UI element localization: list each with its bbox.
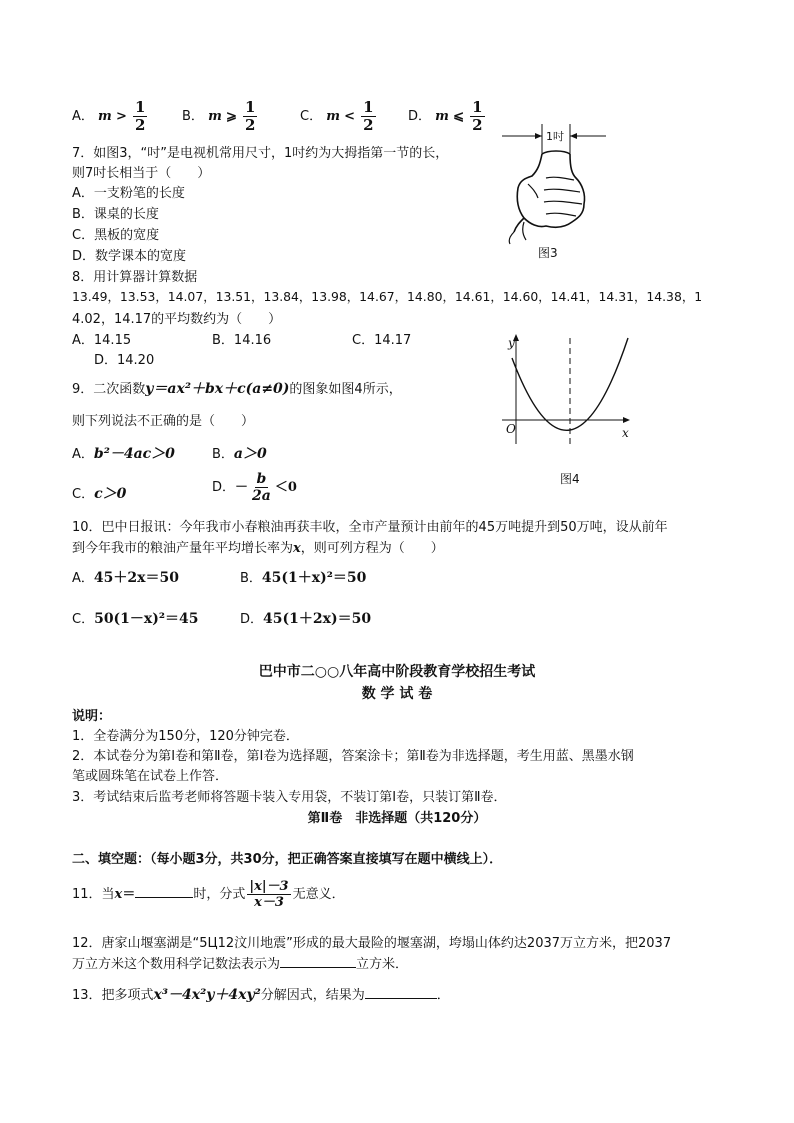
q9-post: 的图象如图4所示， [289,382,402,397]
frac-num: 1 [135,98,146,116]
origin-label: O [506,422,516,436]
frac-num: 1 [363,98,374,116]
option-label: C． [72,487,95,502]
option-label: B． [182,109,204,124]
q10-option-a [72,567,179,587]
q13-answer-blank[interactable] [365,986,437,999]
math-rel: ⩽ [453,109,464,124]
q8-option-d: D．14.20 [94,353,155,368]
frac-den: 2a [252,488,271,504]
frac-den: 2 [363,116,374,134]
q13 [72,984,450,1004]
exam-subtitle: 数 学 试 卷 [361,686,433,702]
figure-4-caption: 图4 [560,472,580,486]
math-var: m [208,109,222,124]
frac-num: 1 [472,98,483,116]
frac-num: 1 [245,98,256,116]
option-label: D． [212,480,236,495]
q13-formula: x³－4x²y＋4xy² [153,987,261,1003]
fraction [243,100,257,133]
q12-line2 [72,953,408,972]
note-2-line1: 2．本试卷分为第Ⅰ卷和第Ⅱ卷，第Ⅰ卷为选择题，答案涂卡；第Ⅱ卷为非选择题，考生用蓝、黑墨水钢 [72,749,634,764]
note-1: 1．全卷满分为150分，120分钟完卷． [72,729,299,744]
option-label: B． [212,447,234,462]
frac-den: 2 [472,116,483,134]
math-var: m [326,109,340,124]
q10-option-b-expr: 45(1＋x)²＝50 [261,570,367,586]
fraction [247,880,290,909]
frac-den: 2 [135,116,146,134]
option-label: B． [240,571,262,586]
q10-option-d-expr: 45(1＋2x)＝50 [263,611,372,627]
q7-stem-line1: 7．如图3，“吋”是电视机常用尺寸，1吋约为大拇指第一节的长， [72,146,449,161]
q11-pre: 11．当 [72,887,115,902]
notes-heading: 说明： [72,709,112,724]
q9-option-c [72,483,126,503]
option-label: C． [300,109,323,124]
frac-num: b [256,471,267,487]
figure-4-parabola [498,332,638,492]
q9-option-a [72,443,175,463]
q8-option-c: C．14.17 [352,333,412,348]
q7-option-d: D．数学课本的宽度 [72,249,187,264]
q9-option-a-expr: b²－4ac＞0 [93,446,175,462]
frac-num: |x|－3 [249,879,289,894]
figure-3-caption: 图3 [538,246,558,260]
math-rel: ⩾ [225,109,237,124]
q9-option-b-expr: a＞0 [233,446,267,462]
frac-den: 2 [245,116,256,134]
q10-option-c [72,608,199,628]
q8-stem-line3: 4.02，14.17的平均数约为（ ） [72,312,282,327]
note-3: 3．考试结束后监考老师将答题卡装入专用袋，不装订第Ⅰ卷，只装订第Ⅱ卷． [72,790,507,805]
q12-line1: 12．唐家山堰塞湖是“5Ц12汶川地震”形成的最大最险的堰塞湖，垮塌山体约达2037万立方米，把2037 [72,936,672,951]
q10-option-a-expr: 45＋2x＝50 [93,570,179,586]
part2-title: 第Ⅱ卷 非选择题（共120分） [307,811,487,826]
figure-3-dimension-label: 1吋 [546,130,564,143]
q10-pre: 到今年我市的粮油产量年平均增长率为 [72,541,294,556]
q10-stem-line2 [72,537,444,556]
q8-data-line: 13.49，13.53，14.07，13.51，13.84，13.98，14.67，14.80，14.61，14.60，14.41，14.31，14.38，1 [72,289,703,304]
option-label: C． [72,612,95,627]
q6-option-a [72,100,149,133]
note-2-line2: 笔或圆珠笔在试卷上作答． [72,769,229,784]
axis-x-label: x [622,426,629,440]
option-label: D． [408,109,432,124]
parabola-graph [498,332,638,492]
q10-post: ，则可列方程为（ ） [300,541,444,556]
q9-pre: 9．二次函数 [72,382,146,397]
math-sign: － [235,480,249,495]
q10-stem-line1: 10．巴中日报讯：今年我市小春粮油再获丰收，全市产量预计由前年的45万吨提升到50万吨，设从前年 [72,520,668,535]
math-var: m [98,109,112,124]
q9-stem-line2: 则下列说法不正确的是（ ） [72,414,255,429]
math-rel: < [344,109,356,124]
q10-option-b [240,567,366,587]
option-label: D． [240,612,264,627]
q7-option-a: A．一支粉笔的长度 [72,186,185,201]
fraction [470,100,484,133]
q13-post: ． [436,988,450,1003]
math-eq: ＝ [122,887,136,902]
q9-option-b [212,443,267,463]
q13-mid: 分解因式，结果为 [260,988,365,1003]
figure-3-thumb [498,118,610,264]
axis-y-label: y [508,336,515,350]
q12-post: 立方米． [356,957,409,972]
q9-formula: y＝ax²＋bx＋c(a≠0) [145,381,290,397]
q11-answer-blank[interactable] [135,885,193,898]
math-var: x [114,887,123,902]
q12-pre: 万立方米这个数用科学记数法表示为 [72,957,281,972]
q7-option-b: B．课桌的长度 [72,207,159,222]
option-label: A． [72,447,94,462]
frac-den: x－3 [254,895,284,910]
q10-option-c-expr: 50(1－x)²＝45 [94,611,199,627]
q11 [72,880,345,909]
q8-option-a: A．14.15 [72,333,132,348]
q8-option-b: B．14.16 [212,333,272,348]
q7-option-c: C．黑板的宽度 [72,228,160,243]
q6-option-b [182,100,259,133]
fraction [250,472,273,503]
math-var: x [293,541,301,556]
math-var: m [435,109,449,124]
q6-option-c [300,100,378,133]
q8-stem-line1: 8．用计算器计算数据 [72,270,198,285]
q11-post: 无意义． [292,887,345,902]
q6-option-d [408,100,487,133]
q9-option-c-expr: c＞0 [94,486,127,502]
math-rel: > [115,109,127,124]
q11-mid: 时，分式 [193,887,246,902]
section-2-heading: 二、填空题：（每小题3分，共30分，把正确答案直接填写在题中横线上）． [72,852,503,867]
q7-stem-line2: 则7吋长相当于（ ） [72,166,211,181]
option-label: A． [72,571,94,586]
q12-answer-blank[interactable] [280,955,356,968]
fraction [133,100,147,133]
option-label: A． [72,109,94,124]
q10-option-d [240,608,371,628]
math-tail: ＜0 [274,480,297,495]
exam-title: 巴中市二○○八年高中阶段教育学校招生考试 [258,664,536,680]
q9-stem-line1 [72,378,402,398]
q9-option-d [212,472,297,503]
q13-pre: 13．把多项式 [72,988,154,1003]
fraction [361,100,375,133]
